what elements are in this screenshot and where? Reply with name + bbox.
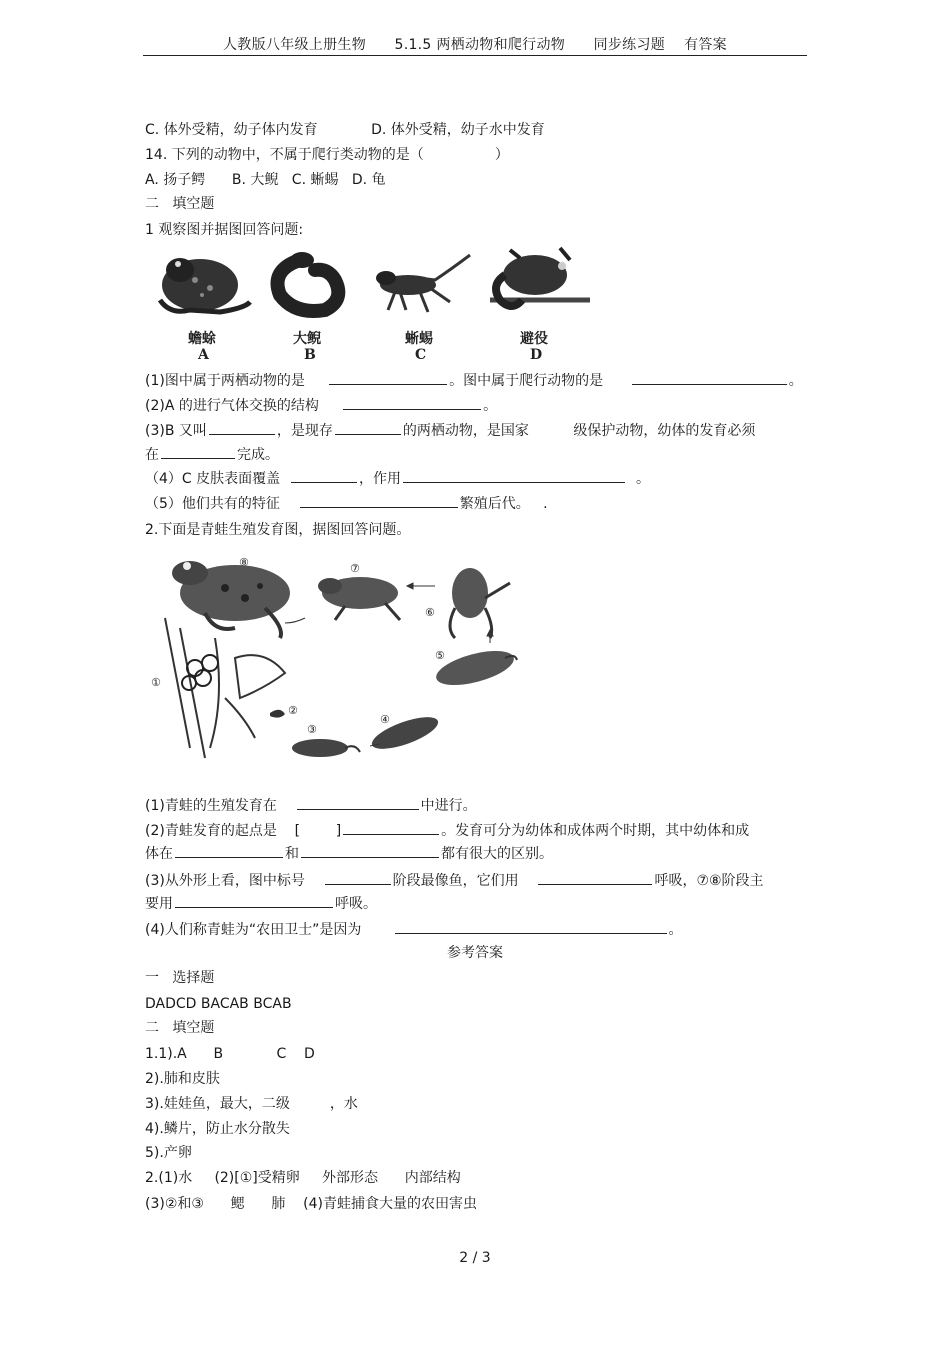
label-8: ⑧ (239, 556, 249, 569)
label-giant-salamander: 大鲵 (293, 331, 321, 347)
answers-choice: DADCD BACAB BCAB (145, 996, 292, 1012)
label-d: D (530, 347, 543, 363)
egg-mass-image (165, 618, 285, 758)
answer-1-3: 3).娃娃鱼，最大，二级 ，水 (145, 1096, 358, 1112)
answer-1-4: 4).鳞片，防止水分散失 (145, 1121, 290, 1137)
tadpole-3-image (292, 739, 360, 757)
answer-2-a: 2.(1)水 (2)[①]受精卵 外部形态 内部结构 (145, 1170, 461, 1186)
header-rule (143, 55, 807, 56)
question-2-title: 2.下面是青蛙生殖发育图，据图回答问题。 (145, 522, 411, 538)
label-lizard: 蜥蜴 (405, 331, 433, 347)
answers-section-2: 二 填空题 (145, 1020, 215, 1036)
page-number: 2 / 3 (459, 1250, 491, 1266)
figure-frog-lifecycle (145, 548, 535, 773)
giant-salamander-image (278, 252, 339, 311)
answer-1-2: 2).肺和皮肤 (145, 1071, 220, 1087)
chameleon-image (490, 248, 590, 306)
q1-part4: （4）C 皮肤表面覆盖 ，作用 。 (145, 468, 650, 489)
label-4: ④ (380, 713, 390, 726)
label-c: C (415, 347, 427, 363)
tadpole-5-image (433, 644, 518, 692)
q1-part2: (2)A 的进行气体交换的结构 。 (145, 395, 497, 416)
label-toad: 蟾蜍 (188, 331, 216, 347)
question-14-options: A. 扬子鳄 B. 大鲵 C. 蜥蜴 D. 龟 (145, 172, 386, 188)
q1-part1: (1)图中属于两栖动物的是 。图中属于爬行动物的是 。 (145, 370, 803, 391)
answers-title: 参考答案 (447, 945, 503, 961)
label-a: A (198, 347, 209, 363)
q1-part3-cont: 在 完成。 (145, 444, 279, 465)
q2-part3-cont: 要用 呼吸。 (145, 893, 377, 914)
q2-part4: (4)人们称青蛙为“农田卫士”是因为 。 (145, 919, 683, 940)
section-fill-blank: 二 填空题 (145, 196, 215, 212)
page-header: 人教版八年级上册生物 5.1.5 两栖动物和爬行动物 同步练习题 有答案 (223, 37, 727, 53)
lizard-image (376, 255, 470, 312)
q1-part3: (3)B 又叫 ，是现存 的两栖动物，是国家 级保护动物，幼体的发育必须 (145, 420, 755, 441)
q2-part1: (1)青蛙的生殖发育在 中进行。 (145, 795, 477, 816)
toad-image (160, 258, 250, 312)
option-line-cd: C. 体外受精，幼子体内发育 D. 体外受精，幼子水中发育 (145, 122, 545, 138)
label-b: B (304, 347, 316, 363)
answers-section-1: 一 选择题 (145, 970, 215, 986)
label-5: ⑤ (435, 649, 445, 662)
figure-animals (150, 240, 600, 365)
question-1-title: 1 观察图并据图回答问题: (145, 222, 304, 238)
q2-part2-cont: 体在 和 都有很大的区别。 (145, 843, 553, 864)
young-frog-7-image (318, 577, 400, 620)
adult-frog-image (172, 561, 290, 638)
froglet-6-image (450, 568, 510, 638)
tadpole-2-image (270, 710, 285, 718)
answer-1-5: 5).产卵 (145, 1145, 192, 1161)
label-2: ② (288, 704, 298, 717)
answer-1-1: 1.1).A B C D (145, 1046, 315, 1062)
label-3: ③ (307, 723, 317, 736)
label-6: ⑥ (425, 606, 435, 619)
q2-part2: (2)青蛙发育的起点是 [ ] 。发育可分为幼体和成体两个时期，其中幼体和成 (145, 820, 749, 841)
label-chameleon: 避役 (520, 331, 548, 347)
answer-2-b: (3)②和③ 鳃 肺 (4)青蛙捕食大量的农田害虫 (145, 1196, 477, 1212)
label-1: ① (151, 676, 161, 689)
q1-part5: （5）他们共有的特征 繁殖后代。 . (145, 493, 548, 514)
question-14: 14. 下列的动物中，不属于爬行类动物的是（ ） (145, 147, 509, 163)
q2-part3: (3)从外形上看，图中标号 阶段最像鱼，它们用 呼吸，⑦⑧阶段主 (145, 870, 764, 891)
label-7: ⑦ (350, 562, 360, 575)
